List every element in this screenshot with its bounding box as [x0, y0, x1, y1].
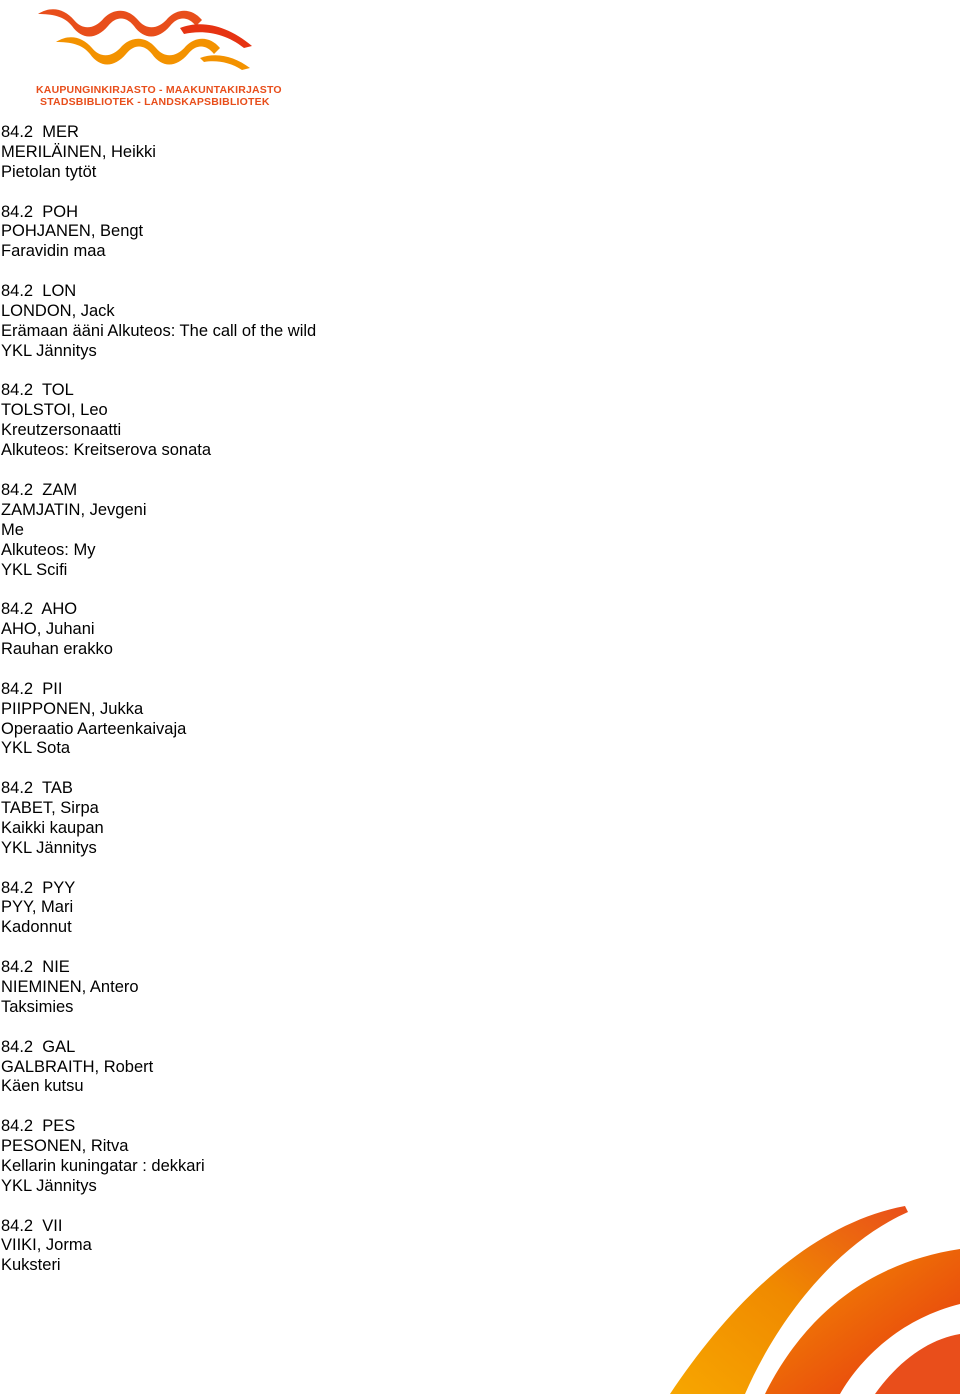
logo-text-swedish: STADSBIBLIOTEK - LANDSKAPSBIBLIOTEK	[40, 96, 270, 108]
book-entry-subject: YKL Sota	[1, 739, 71, 758]
book-entry-subject: YKL Jännitys	[1, 341, 97, 360]
book-entry-class: 84.2 PII	[1, 679, 63, 698]
book-entry	[1, 481, 601, 581]
book-entry	[1, 600, 601, 660]
book-entry-title: Kadonnut	[1, 918, 72, 937]
book-entry-author: AHO, Juhani	[1, 620, 95, 639]
book-entry	[1, 1038, 601, 1098]
book-entry-author: TABET, Sirpa	[1, 799, 99, 818]
book-entry-title: Kellarin kuningatar : dekkari	[1, 1156, 205, 1175]
book-entry-class: 84.2 POH	[1, 202, 79, 221]
book-entry-author: PYY, Mari	[1, 898, 74, 917]
book-entry-title: Kaikki kaupan	[1, 818, 104, 837]
corner-swoosh-decoration	[480, 1194, 960, 1394]
book-entry-title: Faravidin maa	[1, 242, 106, 261]
book-entry-author: NIEMINEN, Antero	[1, 977, 139, 996]
book-entry	[1, 958, 601, 1018]
book-entry	[1, 879, 601, 939]
book-entry	[1, 203, 601, 263]
book-entry-title: Rauhan erakko	[1, 640, 113, 659]
book-entry-subject: YKL Jännitys	[1, 838, 97, 857]
book-entry	[1, 680, 601, 760]
book-entry-class: 84.2 TAB	[1, 779, 73, 798]
book-entry-author: MERILÄINEN, Heikki	[1, 142, 156, 161]
book-entry-author: PESONEN, Ritva	[1, 1137, 129, 1156]
book-entry-author: LONDON, Jack	[1, 301, 115, 320]
book-entry-title: Erämaan ääni Alkuteos: The call of the wild	[1, 321, 317, 340]
book-entry	[1, 381, 601, 461]
book-entry-title: Operaatio Aarteenkaivaja	[1, 719, 187, 738]
book-entry-class: 84.2 VII	[1, 1216, 63, 1235]
book-entry-class: 84.2 ZAM	[1, 480, 78, 499]
book-entry-author: TOLSTOI, Leo	[1, 401, 108, 420]
book-entry-title: Kuksteri	[1, 1256, 61, 1275]
book-entry-class: 84.2 GAL	[1, 1037, 76, 1056]
book-entry-title: Pietolan tytöt	[1, 162, 97, 181]
book-entry-subject: YKL Jännitys	[1, 1176, 97, 1195]
wave-logo-icon	[30, 6, 260, 86]
book-entry	[1, 282, 601, 362]
book-entry	[1, 779, 601, 859]
book-entry-class: 84.2 PES	[1, 1117, 76, 1136]
book-entry-subject: YKL Scifi	[1, 560, 68, 579]
book-entry-title: Taksimies	[1, 997, 74, 1016]
book-entry-author: ZAMJATIN, Jevgeni	[1, 500, 147, 519]
book-entry-original: Alkuteos: My	[1, 540, 96, 559]
book-entry-class: 84.2 LON	[1, 282, 77, 301]
book-entry	[1, 1117, 601, 1197]
book-entry-author: GALBRAITH, Robert	[1, 1057, 154, 1076]
book-entry-author: POHJANEN, Bengt	[1, 222, 144, 241]
book-entry	[1, 123, 601, 183]
book-entry-author: PIIPPONEN, Jukka	[1, 699, 144, 718]
book-entry-title: Kreutzersonaatti	[1, 421, 122, 440]
logo-text-finnish: KAUPUNGINKIRJASTO - MAAKUNTAKIRJASTO	[36, 84, 282, 96]
book-entry-class: 84.2 AHO	[1, 600, 78, 619]
book-entry-class: 84.2 MER	[1, 123, 79, 141]
book-entry-author: VIIKI, Jorma	[1, 1236, 92, 1255]
book-entry-class: 84.2 NIE	[1, 958, 70, 977]
book-list	[1, 123, 601, 1296]
book-entry-class: 84.2 TOL	[1, 381, 74, 400]
library-logo	[30, 6, 282, 110]
book-entry-title: Me	[1, 520, 24, 539]
book-entry-original: Alkuteos: Kreitserova sonata	[1, 441, 212, 460]
book-entry-class: 84.2 PYY	[1, 878, 76, 897]
book-entry-title: Käen kutsu	[1, 1077, 84, 1096]
